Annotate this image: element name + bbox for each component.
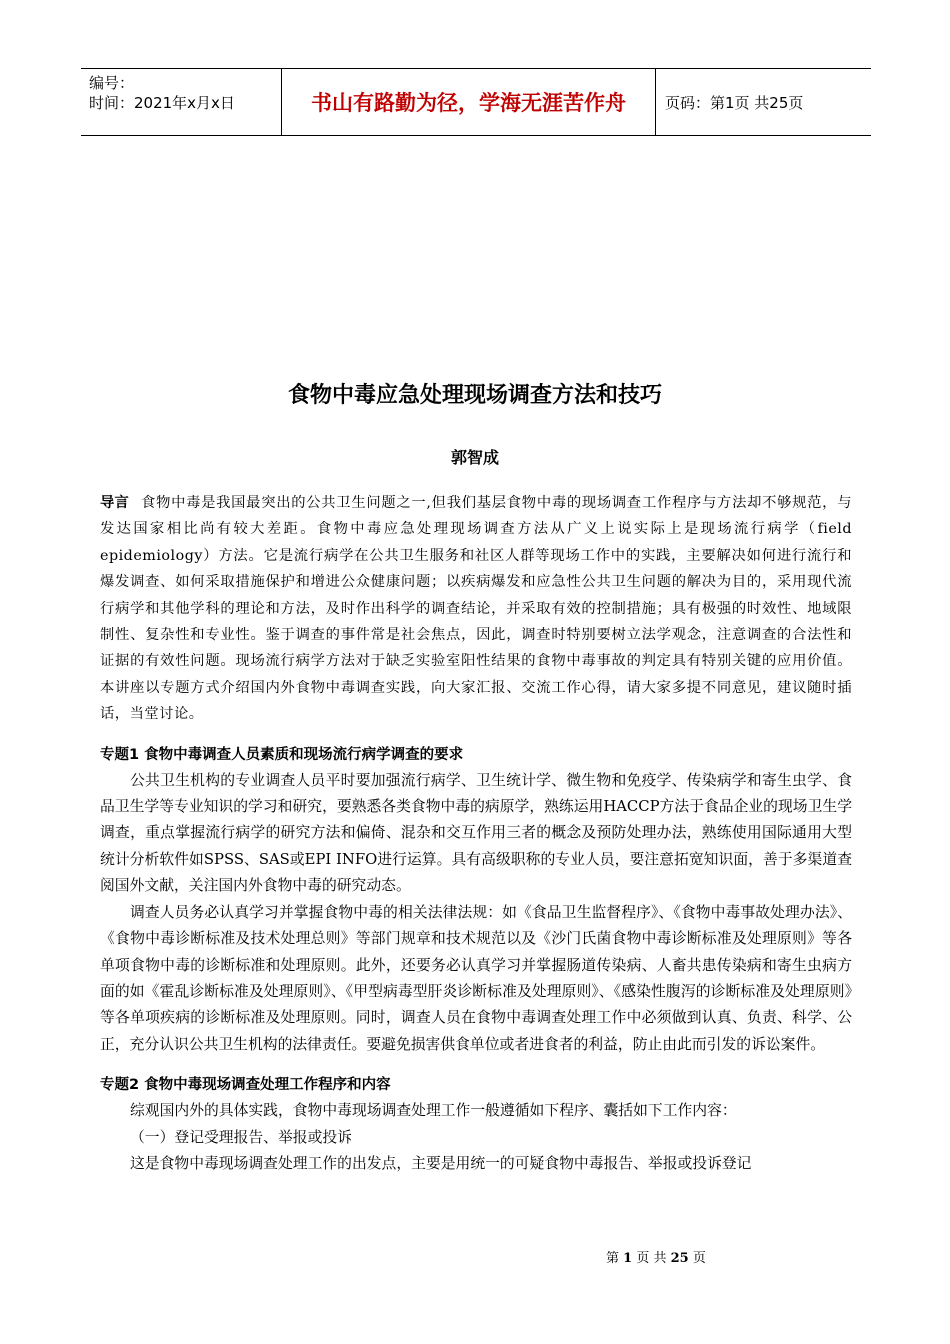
header-table bbox=[81, 68, 871, 136]
footer-page-number: 1 bbox=[623, 1251, 633, 1266]
header-left-cell bbox=[81, 69, 281, 135]
section-2-subheading-1: （一）登记受理报告、举报或投诉 bbox=[130, 1128, 352, 1146]
intro-paragraph bbox=[100, 490, 852, 728]
section-2-paragraph-2: 这是食物中毒现场调查处理工作的出发点，主要是用统一的可疑食物中毒报告、举报或投诉登记 bbox=[130, 1154, 752, 1172]
document-date: 时间：2021年x月x日 bbox=[89, 94, 235, 112]
document-body bbox=[100, 490, 852, 1177]
header-motto: 书山有路勤为径，学海无涯苦作舟 bbox=[281, 69, 656, 135]
footer-suffix: 页 bbox=[688, 1251, 706, 1266]
footer-prefix: 第 bbox=[606, 1251, 624, 1266]
section-2-heading: 专题2 食物中毒现场调查处理工作程序和内容 bbox=[100, 1077, 391, 1094]
section-1-paragraph-1: 公共卫生机构的专业调查人员平时要加强流行病学、卫生统计学、微生物和免疫学、传染病学和寄生虫学、食品卫生学等专业知识的学习和研究，要熟悉各类食物中毒的病原学，熟练运用HACCP方法于食品企业的现场卫生学调查，重点掌握流行病学的研究方法和偏倚、混杂和交互作用三者的概念及预防处理办法，熟练使用国际通用大型统计分析软件如SPSS、SAS或EPI INFO进行运算。具有高级职称的专业人员，要注意拓宽知识面，善于多渠道查阅国外文献，关注国内外食物中毒的研究动态。 bbox=[100, 771, 852, 895]
document-author: 郭智成 bbox=[450, 448, 499, 467]
section-1-heading: 专题1 食物中毒调查人员素质和现场流行病学调查的要求 bbox=[100, 746, 464, 763]
header-page-info: 页码：第1页 共25页 bbox=[665, 93, 804, 112]
section-1-paragraph-2: 调查人员务必认真学习并掌握食物中毒的相关法律法规：如《食品卫生监督程序》、《食物中毒事故处理办法》、《食物中毒诊断标准及技术处理总则》等部门规章和技术规范以及《沙门氏菌食物中毒诊断标准及处理原则》等各单项食物中毒的诊断标准和处理原则。此外，还要务必认真学习并掌握肠道传染病、人畜共患传染病和寄生虫病方面的如《霍乱诊断标准及处理原则》、《甲型病毒型肝炎诊断标准及处理原则》、《感染性腹泻的诊断标准及处理原则》等各单项疾病的诊断标准及处理原则。同时，调查人员在食物中毒调查处理工作中必须做到认真、负责、科学、公正，充分认识公共卫生机构的法律责任。要避免损害供食单位或者进食者的利益，防止由此而引发的诉讼案件。 bbox=[100, 903, 852, 1053]
footer-mid: 页 共 bbox=[632, 1251, 671, 1266]
document-title: 食物中毒应急处理现场调查方法和技巧 bbox=[287, 383, 662, 408]
intro-text: 食物中毒是我国最突出的公共卫生问题之一,但我们基层食物中毒的现场调查工作程序与方法却不够规范，与发达国家相比尚有较大差距。食物中毒应急处理现场调查方法从广义上说实际上是现场流行病学（field epidemiology）方法。它是流行病学在公共卫生服务和社区人群等现场工作中的实践，主要解决如何进行流行和爆发调查、如何采取措施保护和增进公众健康问题；以疾病爆发和应急性公共卫生问题的解决为目的，采用现代流行病学和其他学科的理论和方法，及时作出科学的调查结论，并采取有效的控制措施；具有极强的时效性、地域限制性、复杂性和专业性。鉴于调查的事件常是社会焦点，因此，调查时特别要树立法学观念，注意调查的合法性和证据的有效性问题。现场流行病学方法对于缺乏实验室阳性结果的食物中毒事故的判定具有特别关键的应用价值。本讲座以专题方式介绍国内外食物中毒调查实践，向大家汇报、交流工作心得，请大家多提不同意见，建议随时插话，当堂讨论。 bbox=[100, 495, 853, 723]
intro-lead: 导言 bbox=[100, 495, 130, 511]
footer-total-pages: 25 bbox=[670, 1251, 689, 1266]
page-footer bbox=[606, 1247, 706, 1266]
document-number-label: 编号： bbox=[89, 74, 135, 92]
section-2-paragraph-1: 综观国内外的具体实践，食物中毒现场调查处理工作一般遵循如下程序、囊括如下工作内容： bbox=[130, 1102, 737, 1120]
